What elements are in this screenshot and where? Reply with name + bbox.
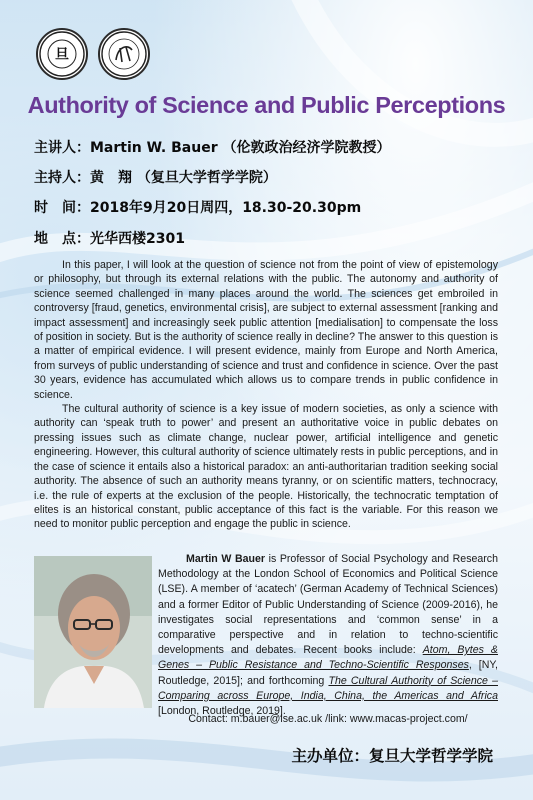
organizer: 主办单位：复旦大学哲学学院 (291, 747, 493, 765)
place-value: 光华西楼2301 (90, 231, 185, 247)
host-value: 黄 翔 （复旦大学哲学学院） (90, 170, 277, 186)
bio-text-3: [London, Routledge, 2019]. (158, 705, 286, 718)
host-label: 主持人： (34, 170, 90, 186)
time-value: 2018年9月20日周四，18.30-20.30pm (90, 200, 362, 216)
fudan-university-logo (36, 28, 88, 80)
place-line (34, 228, 185, 248)
speaker-label: 主讲人： (34, 140, 90, 156)
abstract (34, 258, 498, 532)
speaker-bio (158, 552, 498, 719)
abstract-paragraph-2: The cultural authority of science is a key issue of modern societies, as only a science with authority can ‘speak truth to power’ and present an authoritative voice in public debates on pressing issues such as climate change, nuclear power, artificial intelligence and genetic engineering. However, this cultural authority of science ultimately rests in public perceptions, and in the case of science it entails also a historical paradox: an anti-authoritarian tradition seeking social authority. The absence of such an authority means tyranny, or on scientific matters, technocracy, i.e. the rule of experts at the exclusion of the people. Historically, the technocratic temptation of elites is an historical constant, public acceptance of this fact is the variable. For this reason we need to monitor public perception and engage the public in science. (34, 403, 499, 531)
abstract-paragraph-1: In this paper, I will look at the question of science not from the point of view of epistemology or philosophy, but through its external relations with the public. The autonomy and authority of science seemed challenged in many places around the world. The sciences get embroiled in controversy [fraud, genetics, environmental crisis], are subject to external assessment [ranking and impact assessment] and increasingly seek public attention [medialisation] to compensate the loss of position in society. But is the authority of science really in decline? The answer to this question is a matter of empirical evidence. I will present evidence, mainly from Europe and North America, from surveys of public understanding of science and trust and confidence in science. Over the past 30 years, evidence has accumulated which allows us to compare trends in public confidence in science. (34, 259, 498, 401)
speaker-value: Martin W. Bauer （伦敦政治经济学院教授） (90, 140, 391, 156)
bio-text-1: is Professor of Social Psychology and Research Methodology at the London School of Economics and Political Science (LSE). A member of ‘acatech’ (German Academy of Technical Sciences) and a former Editor of Public Understanding of Science (2009-2016), he investigates social representations and ‘common sense’ in a comparative perspective and in relation to techno-scientific developments and debates. Recent books include: (158, 553, 498, 657)
speaker-line (34, 137, 390, 157)
bio-text-2: , [NY, Routledge, 2015]; and forthcoming (158, 659, 498, 687)
contact-line: Contact: m.bauer@lse.ac.uk /link: www.macas-project.com/ (188, 713, 468, 725)
svg-text:旦: 旦 (55, 47, 69, 63)
philosophy-school-logo (98, 28, 150, 80)
lecture-title: Authority of Science and Public Perceptions (27, 92, 506, 118)
time-label: 时 间： (34, 200, 90, 216)
place-label: 地 点： (34, 231, 90, 247)
bio-book-2: The Cultural Authority of Science – Comparing across Europe, India, China, the Americas and Africa (158, 674, 498, 702)
bio-book-1: Atom, Bytes & Genes – Public Resistance and Techno-Scientific Responses (158, 644, 498, 672)
time-line (34, 197, 361, 217)
bio-name: Martin W Bauer (186, 553, 265, 565)
logo-group (36, 28, 150, 80)
host-line (34, 167, 277, 187)
speaker-photo (34, 556, 152, 708)
